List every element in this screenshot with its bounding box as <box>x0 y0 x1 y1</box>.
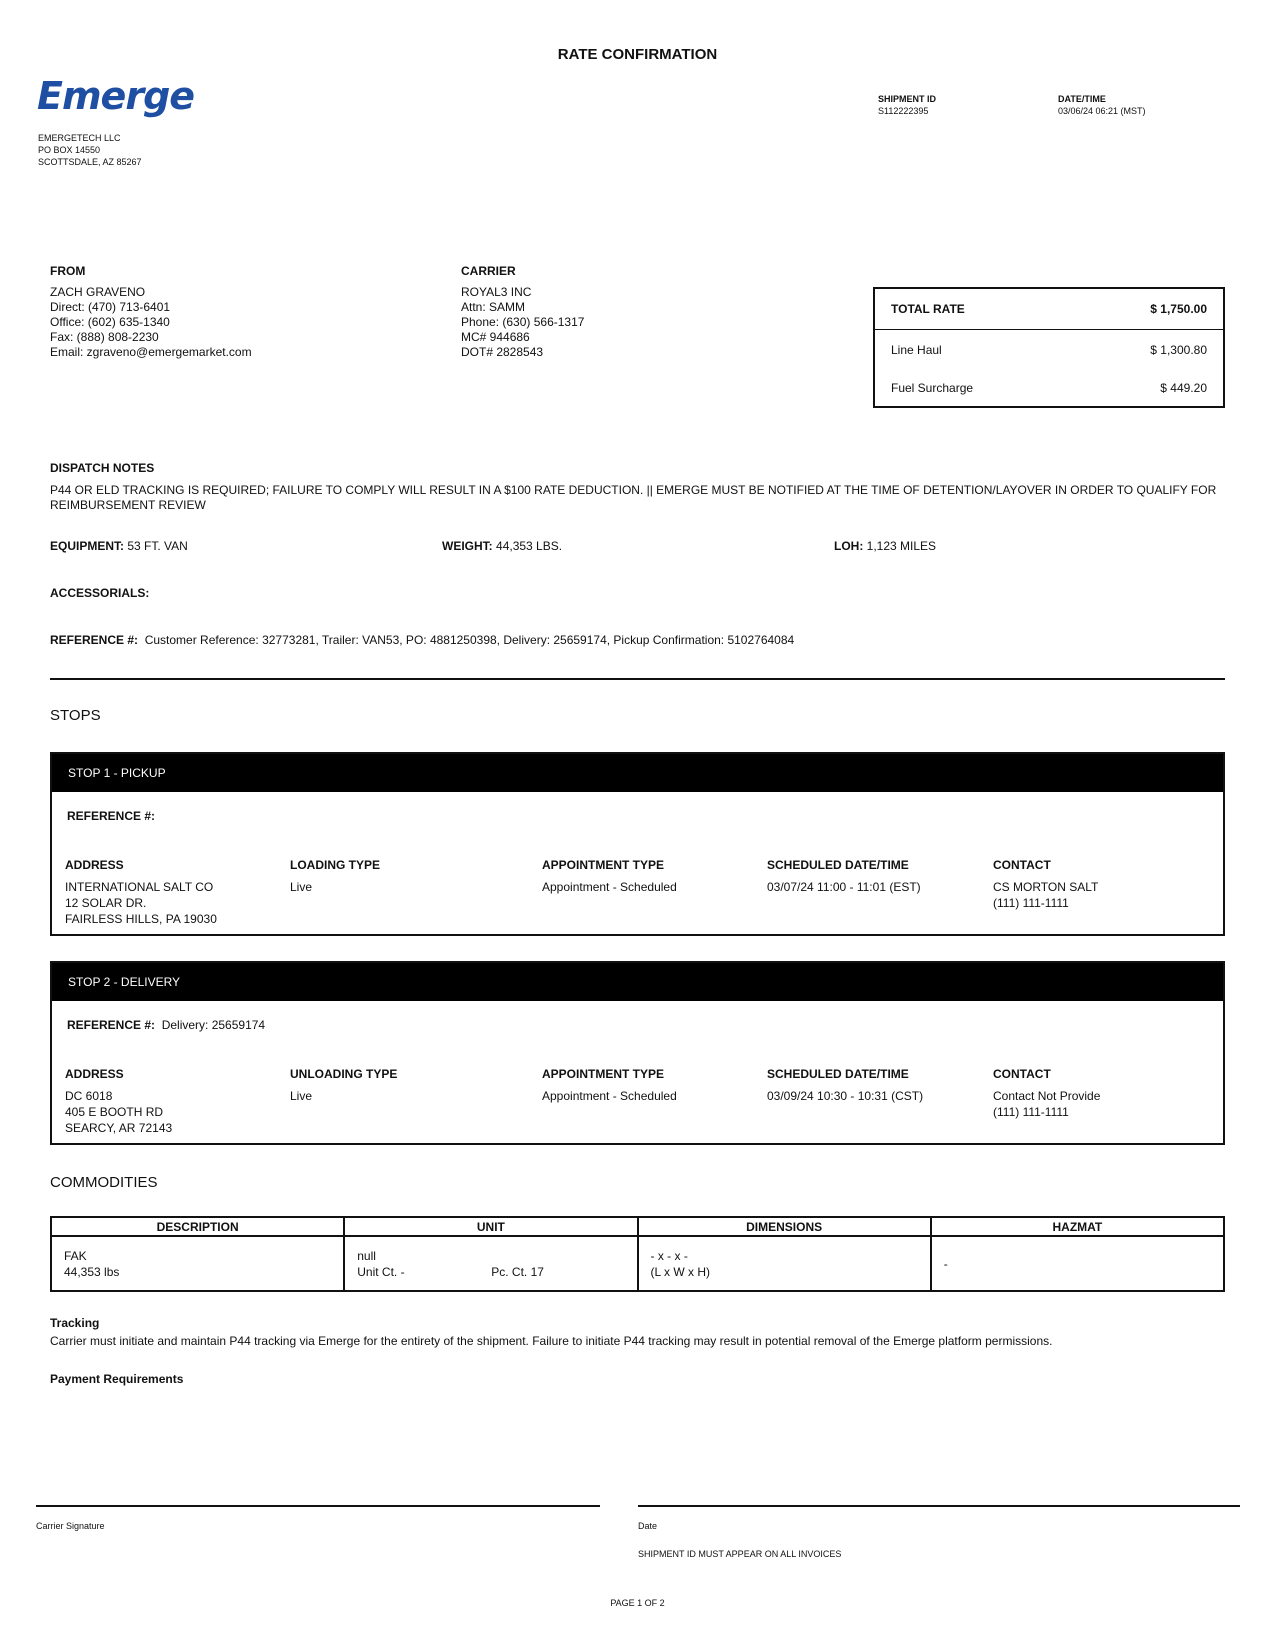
stop-2 <box>50 961 1225 1145</box>
stops-title: STOPS <box>50 707 101 724</box>
shipment-id-value: S112222395 <box>878 106 929 116</box>
datetime-block: DATE/TIME 03/06/24 06:21 (MST) <box>1058 94 1146 116</box>
stop-2-title: STOP 2 - DELIVERY <box>52 963 1223 1001</box>
commodities-title: COMMODITIES <box>50 1174 158 1191</box>
invoice-notice: SHIPMENT ID MUST APPEAR ON ALL INVOICES <box>638 1549 842 1559</box>
commodities-table <box>50 1216 1225 1292</box>
page-title: RATE CONFIRMATION <box>557 46 718 63</box>
page-number: PAGE 1 OF 2 <box>610 1598 665 1608</box>
col-dimensions: DIMENSIONS <box>638 1217 931 1236</box>
total-rate-row: TOTAL RATE $ 1,750.00 <box>875 289 1223 330</box>
stop-1-reference: REFERENCE #: <box>67 809 156 823</box>
table-row <box>51 1236 1224 1291</box>
table-header-row <box>51 1217 1224 1236</box>
rate-box <box>873 287 1225 408</box>
signature-line <box>36 1505 600 1507</box>
stop-2-scheduled: SCHEDULED DATE/TIME 03/09/24 10:30 - 10:31 (CST) <box>767 1067 924 1103</box>
signature-label: Carrier Signature <box>36 1521 105 1531</box>
stop-2-address: ADDRESS DC 6018 405 E BOOTH RD SEARCY, AR 72143 <box>65 1067 173 1135</box>
emerge-logo: Emerge <box>37 74 195 118</box>
cell-unit: null Unit Ct. - Pc. Ct. 17 <box>344 1236 637 1291</box>
cell-description: FAK 44,353 lbs <box>51 1236 344 1291</box>
datetime-value: 03/06/24 06:21 (MST) <box>1058 106 1146 116</box>
stop-1-loading-type: LOADING TYPE Live <box>290 858 381 894</box>
tracking-section: Tracking Carrier must initiate and maintain P44 tracking via Emerge for the entirety of the shipment. Failure to initiate P44 tracking may result in potential removal of the Emerge platform permissions. <box>50 1316 1053 1348</box>
cell-hazmat: - <box>931 1236 1224 1291</box>
stop-2-contact: CONTACT Contact Not Provide (111) 111-1111 <box>993 1067 1101 1119</box>
stop-2-appointment-type: APPOINTMENT TYPE Appointment - Scheduled <box>542 1067 677 1103</box>
payment-requirements-label: Payment Requirements <box>50 1372 184 1386</box>
date-label: Date <box>638 1521 658 1531</box>
shipment-id-block: SHIPMENT ID S112222395 <box>878 94 937 116</box>
date-line <box>638 1505 1240 1507</box>
stop-1 <box>50 752 1225 936</box>
stop-2-reference: REFERENCE #: Delivery: 25659174 <box>67 1018 266 1032</box>
fuel-surcharge-row: Fuel Surcharge $ 449.20 <box>891 381 1207 395</box>
length-of-haul: LOH: 1,123 MILES <box>834 539 937 553</box>
carrier-block: CARRIER ROYAL3 INC Attn: SAMM Phone: (630) 566-1317 MC# 944686 DOT# 2828543 <box>461 264 585 359</box>
stop-2-unloading-type: UNLOADING TYPE Live <box>290 1067 398 1103</box>
weight: WEIGHT: 44,353 LBS. <box>442 539 563 553</box>
stop-1-scheduled: SCHEDULED DATE/TIME 03/07/24 11:00 - 11:01 (EST) <box>767 858 921 894</box>
stop-1-contact: CONTACT CS MORTON SALT (111) 111-1111 <box>993 858 1099 910</box>
stop-1-appointment-type: APPOINTMENT TYPE Appointment - Scheduled <box>542 858 677 894</box>
col-description: DESCRIPTION <box>51 1217 344 1236</box>
accessorials-label: ACCESSORIALS: <box>50 586 150 600</box>
stop-1-title: STOP 1 - PICKUP <box>52 754 1223 792</box>
stop-1-address: ADDRESS INTERNATIONAL SALT CO 12 SOLAR DR. FAIRLESS HILLS, PA 19030 <box>65 858 217 926</box>
from-block: FROM ZACH GRAVENO Direct: (470) 713-6401 Office: (602) 635-1340 Fax: (888) 808-2230 Email: zgraveno@emergemarket.com <box>50 264 252 359</box>
line-haul-row: Line Haul $ 1,300.80 <box>891 342 1207 357</box>
col-unit: UNIT <box>344 1217 637 1236</box>
divider <box>50 678 1225 680</box>
dispatch-notes: DISPATCH NOTES P44 OR ELD TRACKING IS REQUIRED; FAILURE TO COMPLY WILL RESULT IN A $100 RATE DEDUCTION. || EMERGE MUST BE NOTIFIED AT THE TIME OF DETENTION/LAYOVER IN ORDER TO QUALIFY FOR REIMBURSEMENT REVIEW <box>50 461 1217 512</box>
col-hazmat: HAZMAT <box>931 1217 1224 1236</box>
equipment: EQUIPMENT: 53 FT. VAN <box>50 539 188 553</box>
cell-dimensions: - x - x - (L x W x H) <box>638 1236 931 1291</box>
reference-line: REFERENCE #: Customer Reference: 32773281, Trailer: VAN53, PO: 4881250398, Delivery: 25659174, Pickup Confirmation: 5102764084 <box>50 633 795 647</box>
company-address: EMERGETECH LLC PO BOX 14550 SCOTTSDALE, AZ 85267 <box>38 133 142 167</box>
